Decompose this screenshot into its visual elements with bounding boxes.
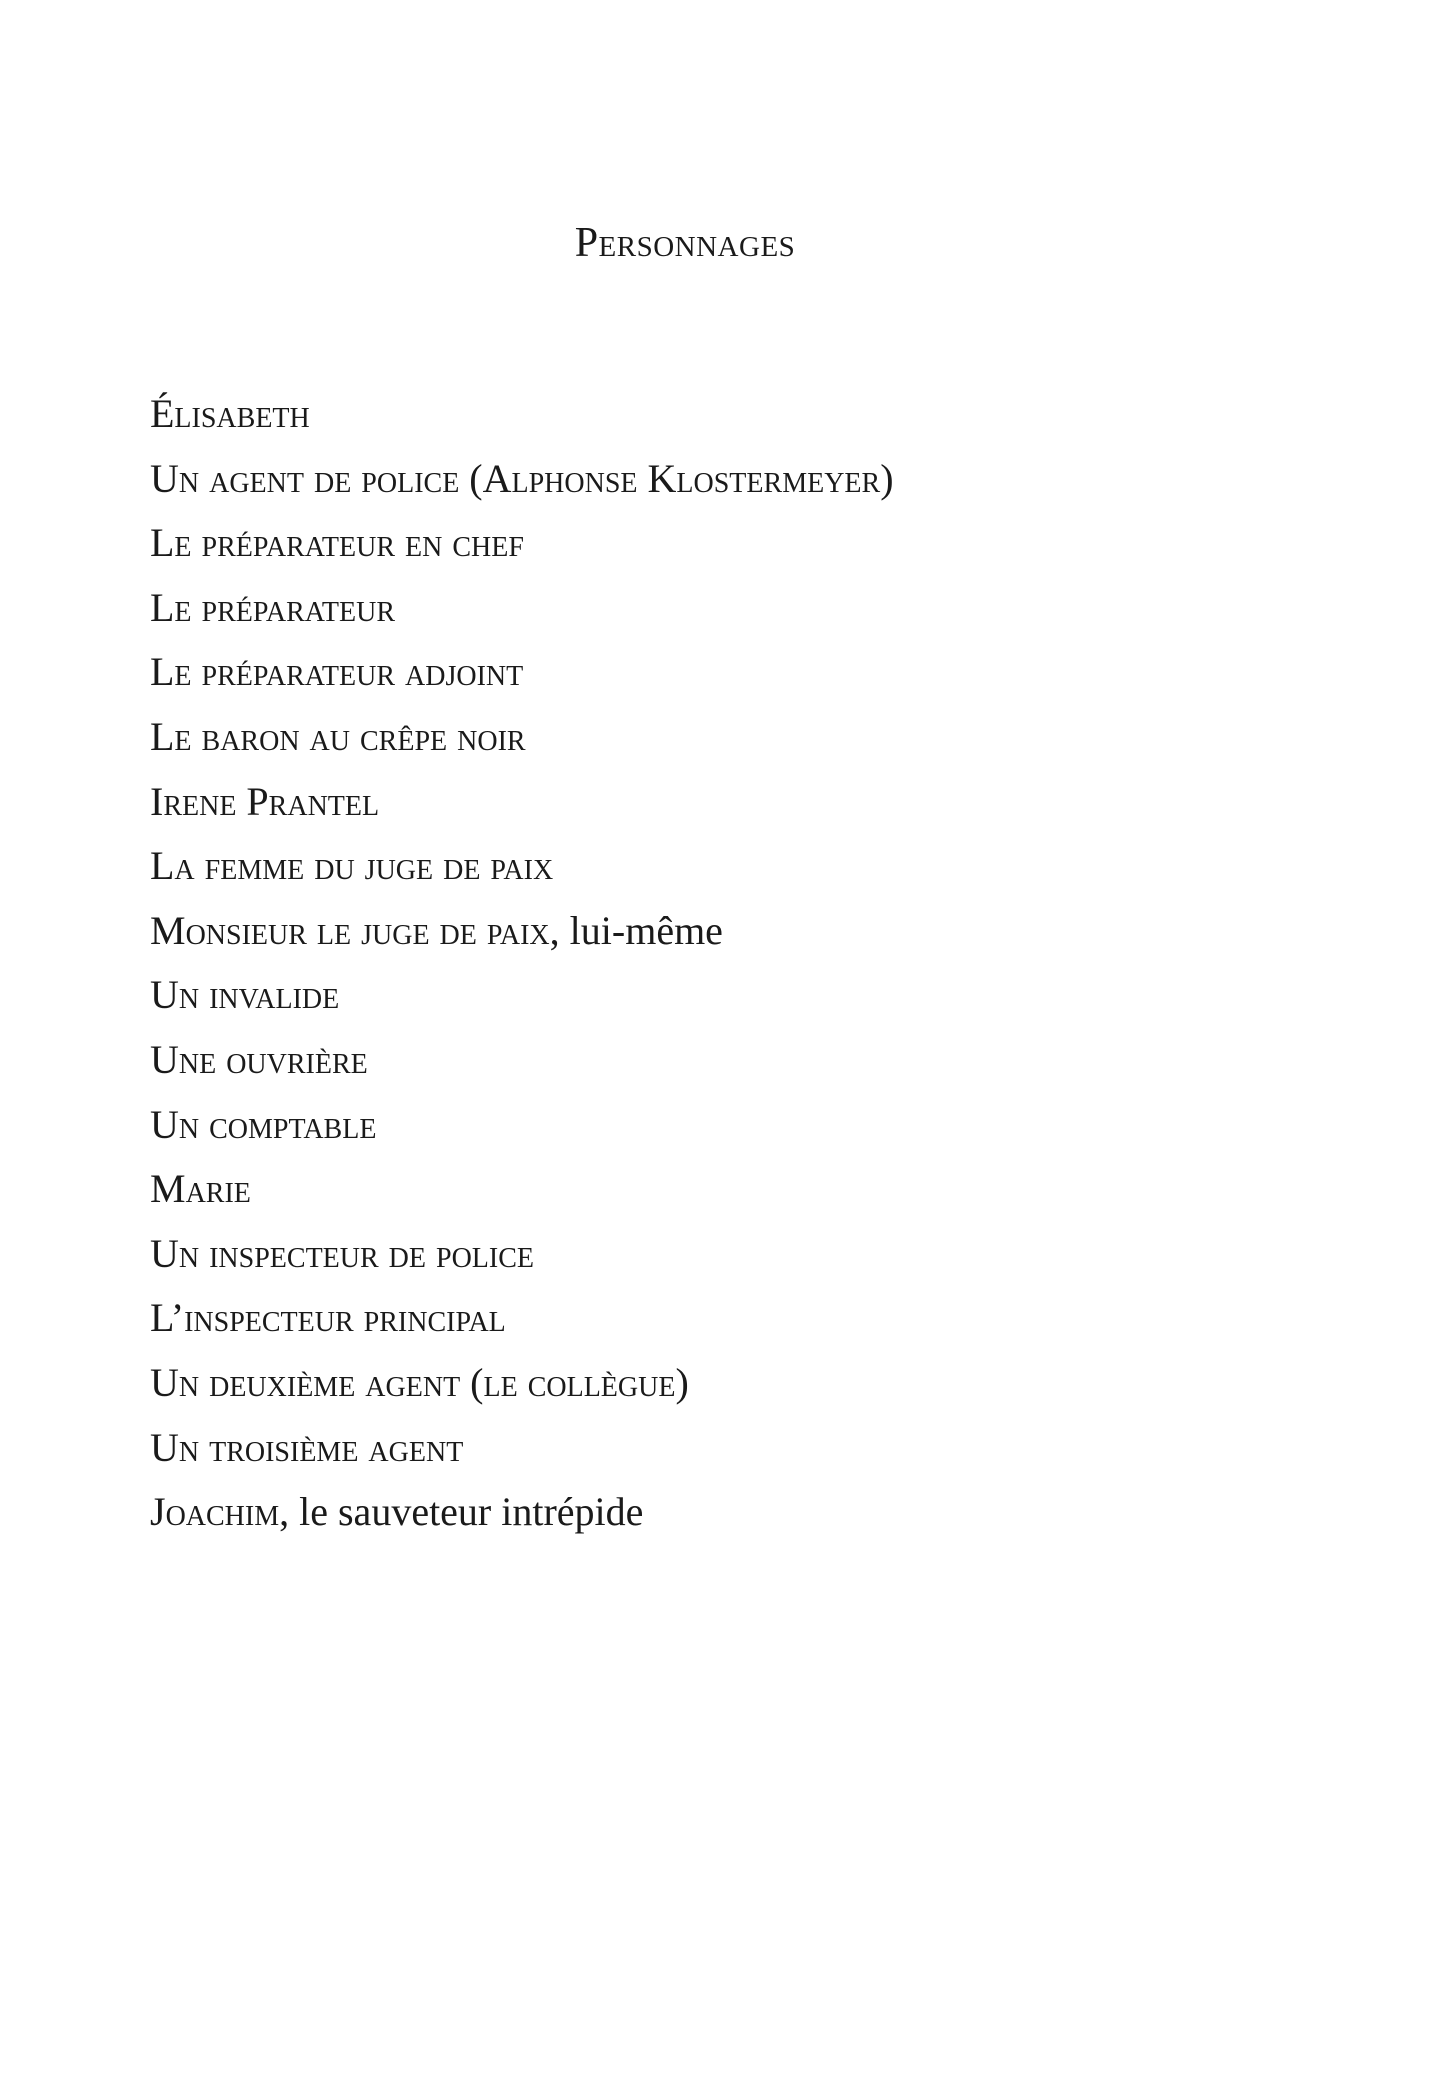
list-item [150, 1286, 894, 1351]
character-note: , lui-même [549, 907, 723, 953]
character-name: Élisabeth [150, 391, 310, 436]
character-name: Le préparateur adjoint [150, 649, 524, 695]
list-item [150, 963, 894, 1028]
list-item [150, 447, 894, 512]
character-name: Joachim [150, 1489, 280, 1535]
character-name: Un comptable [150, 1101, 377, 1147]
character-name: Un agent de police (Alphonse Klostermeyer) [150, 455, 894, 501]
page-title: Personnages [574, 220, 796, 266]
list-item [150, 770, 894, 835]
list-item [150, 1416, 894, 1481]
character-name: Le préparateur en chef [150, 520, 524, 566]
character-name: L’inspecteur principal [150, 1295, 506, 1341]
character-name: Le baron au crêpe noir [150, 713, 526, 759]
list-item [150, 1093, 894, 1158]
list-item [150, 1351, 894, 1416]
list-item [150, 705, 894, 770]
character-list [150, 382, 894, 1545]
character-name: Une ouvrière [150, 1036, 368, 1082]
character-name: Marie [150, 1166, 251, 1212]
character-name: La femme du juge de paix [150, 843, 554, 889]
list-item [150, 1028, 894, 1093]
list-item [150, 1480, 894, 1545]
character-name: Un deuxième agent (le collègue) [150, 1359, 689, 1405]
list-item [150, 834, 894, 899]
list-item [150, 576, 894, 641]
character-name: Un invalide [150, 972, 340, 1018]
character-name: Un inspecteur de police [150, 1230, 535, 1276]
list-item [150, 1157, 894, 1222]
character-name: Le préparateur [150, 584, 396, 630]
character-name: Monsieur le juge de paix [150, 907, 550, 953]
character-name: Un troisième agent [150, 1424, 464, 1470]
list-item [150, 382, 894, 447]
character-note: , le sauveteur intrépide [279, 1489, 644, 1535]
character-name: Irene Prantel [150, 778, 380, 824]
list-item [150, 899, 894, 964]
list-item [150, 1222, 894, 1287]
list-item [150, 640, 894, 705]
list-item [150, 511, 894, 576]
